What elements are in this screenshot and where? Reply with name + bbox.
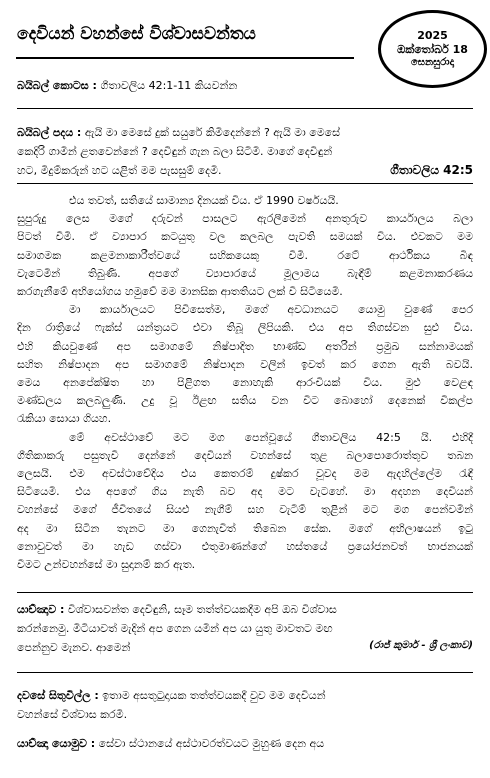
story-line: මා කාර්යාලයට පිවිසෙත්ම, මගේ අවධානයට යොමු වුණේ පෙර: [69, 303, 473, 317]
story-line: සමාගමක කළමනාකාරීත්වයේ සහිකයෙකු වීමි. රටේ ආර්ථිකය බිඳ: [17, 248, 473, 262]
story-line: මේ අවස්ථාවේ මට මග පෙන්වූයේ ගීතාවලිය 42:5 යි. එහිදී: [69, 430, 473, 444]
prayer-label: යාච්ඤාව :: [17, 603, 65, 616]
story-line: රැකියා සොයා ගියහ.: [17, 412, 112, 426]
story-line: අද මා සිටින තැනට මා ගෙනැවිත් තිබෙන සේක. මගේ අභිලාෂයන් ඉටු: [17, 521, 473, 535]
verse-text-3: හට, මිදුම්කරුන් හට යළිත් මම පැසසුම් දෙමි.: [17, 164, 222, 177]
date-year: 2025: [417, 29, 448, 42]
story-line: වහන්සේ මගේ ජීවිතයේ සියළු නැගීම් සහ වැටීම් තුළින් මට මග පෙන්වමින්: [17, 503, 473, 517]
story-line: වැටෙමින් තිබුණි. අපගේ ව්‍යාපාරයේ මූලාමය බැඳීම් කළමනාකරණය: [17, 266, 473, 280]
verse-text-1: ඇයි මා මෙසේ දුක් සයුරේ කිමිදෙන්නේ ? ඇයි මා මෙසේ: [84, 126, 341, 139]
story-line: සහිත නිෂ්පාදන අප සමාගමේ නිෂ්පාදන වලින් ඉවත් කර ගෙන ඇති බවයි.: [17, 357, 473, 371]
prayer-author: (රාජ් කුමාර් - ශ්‍රී ලංකාව): [369, 640, 473, 651]
prayer-focus-text: සේවා ස්ථානයේ අස්ථාවරත්වයට මුහුණ දෙන අය: [98, 737, 325, 750]
verse-line: [17, 123, 473, 142]
story-line: සුපුරුදු ලෙස මගේ දරුවන් පාසලට ඇරලීමෙන් අනතුරුව කාර්යාලය බලා: [17, 212, 473, 226]
thought-text-2: වහන්සේ විශ්වාස කරමි.: [17, 708, 128, 721]
date-month-day: ඔක්තෝබර් 18: [397, 42, 468, 56]
story-line: වීමට උන්වහන්සේ මා සුදානම් කර ඇත.: [17, 558, 196, 572]
thought-block: [17, 686, 473, 724]
story-line: නොවුවත් මා හැඩ ගස්වා එතුමාණන්ගේ හස්තයේ ප්‍රයෝජනවත් භාජනයක්: [17, 539, 473, 553]
date-weekday: සෙනසුරාදා: [410, 56, 455, 68]
story-body: [17, 192, 473, 574]
verse-reference: ගීතාවලිය 42:5: [390, 163, 473, 177]
title-underline: [16, 57, 354, 59]
divider-story: [17, 592, 473, 593]
story-line: එහි කියවුණේ අප සමාගමේ නිෂ්පාදිත භාණ්ඩ අතරින් ප්‍රමුඛ සන්නාමයක්: [17, 339, 473, 353]
thought-text-1: ඉතාම අසතුටුදායක තත්ත්වයකදී වුව මම දෙවියන්: [102, 689, 326, 702]
divider-top: [17, 108, 473, 109]
verse-label: බයිබල් පදය :: [17, 126, 82, 139]
story-line: පිටත් වීමි. ඒ ව්‍යාපාර කටයුතු වල කලබල පැවති සමයක් විය. එවකට මම: [17, 230, 473, 244]
thought-label: දවසේ සිතුවිල්ල :: [17, 689, 99, 702]
reading-label: බයිබල් කොටස :: [17, 79, 97, 92]
divider-verse: [17, 183, 473, 184]
story-line: සිටියෙමි. එය අපගේ ගිය නැති බව අද මට වැටහේ. මා අදහන දෙවියන්: [17, 485, 473, 499]
story-line: මණ්ඩලය කලබලුණි. උදු වූ ඊළඟ සතිය වන විට බොහෝ දෙනෙක් විකල්ප: [17, 394, 473, 408]
story-line: දින රාත්‍රියේ ෆැක්ස් යන්ත්‍රයට එවා තිබූ ලිපියකි. එය අප තිගස්වන සුළු විය.: [17, 321, 473, 335]
prayer-focus-block: [17, 734, 473, 753]
verse-text-2: කෙදිරි ගාමින් ළතවෙන්නේ ? දෙවිඳුන් ගැන බලා සිටිමි. මාගේ දෙවිඳුන්: [17, 145, 333, 158]
divider-prayer: [17, 672, 473, 673]
prayer-text-2: කරන්නෙමු. මිටියාවත් මැදින් අප ගෙන යමින් අප යා යුතු මාවතට මඟ: [17, 622, 333, 635]
prayer-text-1: විශ්වාසවන්ත දෙවිඳුනි, සෑම තත්ත්වයකදීම අපි ඔබ විශ්වාස: [67, 603, 337, 616]
reading-row: [17, 79, 237, 93]
prayer-focus-line: [17, 734, 473, 753]
reading-text: ගීතාවලිය 42:1-11 කියවන්න: [100, 79, 238, 92]
devotional-title: දෙවියන් වහන්සේ විශ්වාසවන්තය: [17, 24, 256, 44]
prayer-line: [17, 600, 473, 619]
prayer-focus-label: යාච්ඤා යොමුව :: [17, 737, 96, 750]
thought-line: [17, 686, 473, 705]
story-line: කරගැනීමේ අභියෝගය හමුවේ මම මානසික ආතතියට ලක් වී සිටියෙමි.: [17, 285, 343, 299]
prayer-text-3: පෙන්නුව මැනව. ආමෙන්: [17, 641, 131, 654]
story-line: ගීතිකාකරු පසුතැවී දෙන්නේ දෙවියන් වහන්සේ තුළ බලාපොරොත්තුව තබන: [17, 448, 473, 462]
date-badge: [378, 10, 487, 88]
story-line: එය තවත්, සතියේ සාමාන්‍ය දිනයක් විය. ඒ 1990 වර්ෂයයි.: [69, 194, 339, 207]
story-line: මෙය අනපේක්ෂිත හා පිළිගත නොහැකි ආරංචියක් විය. මුළු වෙළඳ: [17, 376, 473, 390]
story-line: ලෙසයි. එම අවස්ථාවේදිය එය කෙතරම් දුෂ්කර වූවද මම ඇදහිල්ලේම රැඳී: [17, 467, 473, 481]
